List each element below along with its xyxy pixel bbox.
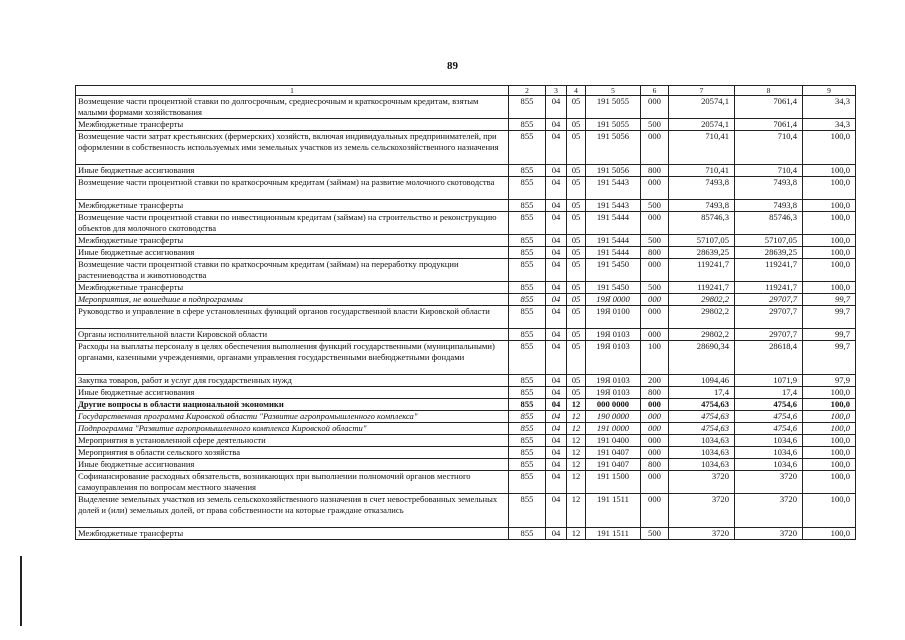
ministry-code-cell: 855 (509, 471, 546, 494)
target-article-cell: 191 5443 (586, 177, 641, 200)
table-row (76, 131, 856, 165)
execution-percent-cell: 100,0 (803, 459, 856, 471)
table-row (76, 282, 856, 294)
ministry-code-cell: 855 (509, 200, 546, 212)
subsection-code-cell: 05 (567, 247, 586, 259)
target-article-cell: 19Я 0103 (586, 329, 641, 341)
table-row (76, 528, 856, 540)
ministry-code-cell: 855 (509, 212, 546, 235)
ministry-code-cell: 855 (509, 387, 546, 399)
execution-percent-cell: 100,0 (803, 399, 856, 411)
table-row (76, 375, 856, 387)
target-article-cell: 191 1511 (586, 494, 641, 528)
expense-type-cell: 500 (641, 119, 669, 131)
column-header: 9 (803, 86, 856, 96)
section-code-cell: 04 (546, 177, 567, 200)
expense-type-cell: 000 (641, 411, 669, 423)
ministry-code-cell: 855 (509, 435, 546, 447)
target-article-cell: 191 5444 (586, 247, 641, 259)
executed-amount-cell: 29707,7 (735, 294, 803, 306)
executed-amount-cell: 17,4 (735, 387, 803, 399)
section-code-cell: 04 (546, 411, 567, 423)
planned-amount-cell: 7493,8 (669, 200, 735, 212)
execution-percent-cell: 34,3 (803, 96, 856, 119)
executed-amount-cell: 3720 (735, 528, 803, 540)
executed-amount-cell: 7061,4 (735, 119, 803, 131)
target-article-cell: 191 5056 (586, 131, 641, 165)
table-row (76, 212, 856, 235)
section-code-cell: 04 (546, 131, 567, 165)
table-row (76, 177, 856, 200)
row-name-cell: Межбюджетные трансферты (76, 200, 509, 212)
table-row (76, 119, 856, 131)
section-code-cell: 04 (546, 528, 567, 540)
executed-amount-cell: 7061,4 (735, 96, 803, 119)
planned-amount-cell: 28639,25 (669, 247, 735, 259)
row-name-cell: Иные бюджетные ассигнования (76, 165, 509, 177)
expense-type-cell: 800 (641, 387, 669, 399)
row-name-cell: Иные бюджетные ассигнования (76, 459, 509, 471)
subsection-code-cell: 05 (567, 177, 586, 200)
ministry-code-cell: 855 (509, 131, 546, 165)
execution-percent-cell: 100,0 (803, 447, 856, 459)
expense-type-cell: 000 (641, 423, 669, 435)
target-article-cell: 191 5450 (586, 282, 641, 294)
executed-amount-cell: 4754,6 (735, 411, 803, 423)
target-article-cell: 191 5444 (586, 235, 641, 247)
table-row (76, 435, 856, 447)
subsection-code-cell: 12 (567, 447, 586, 459)
execution-percent-cell: 100,0 (803, 528, 856, 540)
executed-amount-cell: 4754,6 (735, 423, 803, 435)
executed-amount-cell: 119241,7 (735, 259, 803, 282)
target-article-cell: 191 1500 (586, 471, 641, 494)
execution-percent-cell: 100,0 (803, 200, 856, 212)
table-row (76, 471, 856, 494)
section-code-cell: 04 (546, 119, 567, 131)
ministry-code-cell: 855 (509, 282, 546, 294)
planned-amount-cell: 710,41 (669, 131, 735, 165)
row-name-cell: Межбюджетные трансферты (76, 282, 509, 294)
target-article-cell: 000 0000 (586, 399, 641, 411)
section-code-cell: 04 (546, 329, 567, 341)
row-name-cell: Возмещение части процентной ставки по инвестиционным кредитам (займам) на строительство и реконструкцию объектов для молочного скотоводства (76, 212, 509, 235)
planned-amount-cell: 1094,46 (669, 375, 735, 387)
column-header: 4 (567, 86, 586, 96)
row-name-cell: Возмещение части затрат крестьянских (фермерских) хозяйств, включая индивидуальных предпринимателей, при оформлении в собственность используемых ими земельных участков из земель сельскохозяйственного назначения (76, 131, 509, 165)
row-name-cell: Межбюджетные трансферты (76, 528, 509, 540)
execution-percent-cell: 100,0 (803, 131, 856, 165)
page-number: 89 (447, 60, 458, 72)
row-name-cell: Возмещение части процентной ставки по долгосрочным, среднесрочным и краткосрочным кредитам, взятым малыми формами хозяйствования (76, 96, 509, 119)
row-name-cell: Софинансирование расходных обязательств, возникающих при выполнении полномочий органов местного самоуправления по вопросам местного значения (76, 471, 509, 494)
subsection-code-cell: 05 (567, 131, 586, 165)
execution-percent-cell: 100,0 (803, 282, 856, 294)
expense-type-cell: 000 (641, 96, 669, 119)
section-code-cell: 04 (546, 399, 567, 411)
executed-amount-cell: 85746,3 (735, 212, 803, 235)
subsection-code-cell: 05 (567, 96, 586, 119)
budget-table (75, 85, 856, 540)
expense-type-cell: 000 (641, 435, 669, 447)
expense-type-cell: 500 (641, 235, 669, 247)
table-row (76, 200, 856, 212)
expense-type-cell: 000 (641, 494, 669, 528)
target-article-cell: 191 5444 (586, 212, 641, 235)
table-row (76, 423, 856, 435)
expense-type-cell: 000 (641, 447, 669, 459)
target-article-cell: 191 5443 (586, 200, 641, 212)
planned-amount-cell: 20574,1 (669, 119, 735, 131)
executed-amount-cell: 3720 (735, 471, 803, 494)
section-code-cell: 04 (546, 96, 567, 119)
ministry-code-cell: 855 (509, 165, 546, 177)
section-code-cell: 04 (546, 212, 567, 235)
expense-type-cell: 000 (641, 259, 669, 282)
column-header: 2 (509, 86, 546, 96)
subsection-code-cell: 05 (567, 387, 586, 399)
executed-amount-cell: 119241,7 (735, 282, 803, 294)
planned-amount-cell: 17,4 (669, 387, 735, 399)
planned-amount-cell: 29802,2 (669, 306, 735, 329)
ministry-code-cell: 855 (509, 375, 546, 387)
section-code-cell: 04 (546, 494, 567, 528)
subsection-code-cell: 12 (567, 528, 586, 540)
ministry-code-cell: 855 (509, 494, 546, 528)
target-article-cell: 191 0400 (586, 435, 641, 447)
section-code-cell: 04 (546, 294, 567, 306)
target-article-cell: 191 0407 (586, 459, 641, 471)
section-code-cell: 04 (546, 387, 567, 399)
subsection-code-cell: 05 (567, 306, 586, 329)
row-name-cell: Подпрограмма "Развитие агропромышленного комплекса Кировской области" (76, 423, 509, 435)
table-row (76, 306, 856, 329)
table-row (76, 494, 856, 528)
planned-amount-cell: 1034,63 (669, 459, 735, 471)
target-article-cell: 191 5450 (586, 259, 641, 282)
ministry-code-cell: 855 (509, 119, 546, 131)
planned-amount-cell: 119241,7 (669, 259, 735, 282)
section-code-cell: 04 (546, 247, 567, 259)
executed-amount-cell: 1034,6 (735, 459, 803, 471)
column-header: 6 (641, 86, 669, 96)
row-name-cell: Межбюджетные трансферты (76, 235, 509, 247)
row-name-cell: Выделение земельных участков из земель сельскохозяйственного назначения в счет невостребованных земельных долей и (или) земельных долей, от права собственности на которые граждане отказались (76, 494, 509, 528)
table-row (76, 96, 856, 119)
target-article-cell: 191 0407 (586, 447, 641, 459)
expense-type-cell: 100 (641, 341, 669, 375)
expense-type-cell: 000 (641, 471, 669, 494)
execution-percent-cell: 100,0 (803, 247, 856, 259)
table-row (76, 259, 856, 282)
execution-percent-cell: 100,0 (803, 177, 856, 200)
section-code-cell: 04 (546, 375, 567, 387)
executed-amount-cell: 1071,9 (735, 375, 803, 387)
planned-amount-cell: 3720 (669, 471, 735, 494)
planned-amount-cell: 29802,2 (669, 294, 735, 306)
planned-amount-cell: 4754,63 (669, 411, 735, 423)
ministry-code-cell: 855 (509, 399, 546, 411)
planned-amount-cell: 3720 (669, 528, 735, 540)
expense-type-cell: 000 (641, 294, 669, 306)
subsection-code-cell: 05 (567, 341, 586, 375)
planned-amount-cell: 1034,63 (669, 435, 735, 447)
section-code-cell: 04 (546, 341, 567, 375)
target-article-cell: 191 5056 (586, 165, 641, 177)
target-article-cell: 191 0000 (586, 423, 641, 435)
subsection-code-cell: 05 (567, 119, 586, 131)
section-code-cell: 04 (546, 282, 567, 294)
table-row (76, 329, 856, 341)
subsection-code-cell: 05 (567, 165, 586, 177)
table-row (76, 447, 856, 459)
target-article-cell: 19Я 0103 (586, 341, 641, 375)
planned-amount-cell: 29802,2 (669, 329, 735, 341)
row-name-cell: Возмещение части процентной ставки по краткосрочным кредитам (займам) на переработку продукции растениеводства и животноводства (76, 259, 509, 282)
planned-amount-cell: 57107,05 (669, 235, 735, 247)
subsection-code-cell: 12 (567, 399, 586, 411)
row-name-cell: Государственная программа Кировской области "Развитие агропромышленного комплекса" (76, 411, 509, 423)
ministry-code-cell: 855 (509, 294, 546, 306)
executed-amount-cell: 710,4 (735, 165, 803, 177)
section-code-cell: 04 (546, 459, 567, 471)
subsection-code-cell: 05 (567, 235, 586, 247)
ministry-code-cell: 855 (509, 306, 546, 329)
section-code-cell: 04 (546, 235, 567, 247)
row-name-cell: Руководство и управление в сфере установленных функций органов государственной власти Кировской области (76, 306, 509, 329)
ministry-code-cell: 855 (509, 411, 546, 423)
column-header: 3 (546, 86, 567, 96)
subsection-code-cell: 05 (567, 212, 586, 235)
expense-type-cell: 500 (641, 282, 669, 294)
expense-type-cell: 000 (641, 329, 669, 341)
table-row (76, 165, 856, 177)
execution-percent-cell: 100,0 (803, 235, 856, 247)
subsection-code-cell: 05 (567, 200, 586, 212)
subsection-code-cell: 12 (567, 471, 586, 494)
column-header: 1 (76, 86, 509, 96)
subsection-code-cell: 05 (567, 375, 586, 387)
execution-percent-cell: 100,0 (803, 411, 856, 423)
expense-type-cell: 000 (641, 177, 669, 200)
execution-percent-cell: 100,0 (803, 387, 856, 399)
subsection-code-cell: 05 (567, 294, 586, 306)
ministry-code-cell: 855 (509, 259, 546, 282)
section-code-cell: 04 (546, 423, 567, 435)
execution-percent-cell: 99,7 (803, 329, 856, 341)
table-row (76, 341, 856, 375)
subsection-code-cell: 12 (567, 494, 586, 528)
executed-amount-cell: 7493,8 (735, 200, 803, 212)
ministry-code-cell: 855 (509, 423, 546, 435)
execution-percent-cell: 100,0 (803, 435, 856, 447)
executed-amount-cell: 4754,6 (735, 399, 803, 411)
executed-amount-cell: 7493,8 (735, 177, 803, 200)
execution-percent-cell: 100,0 (803, 494, 856, 528)
ministry-code-cell: 855 (509, 329, 546, 341)
table-row (76, 294, 856, 306)
executed-amount-cell: 710,4 (735, 131, 803, 165)
planned-amount-cell: 7493,8 (669, 177, 735, 200)
section-code-cell: 04 (546, 435, 567, 447)
expense-type-cell: 000 (641, 212, 669, 235)
row-name-cell: Возмещение части процентной ставки по краткосрочным кредитам (займам) на развитие молочного скотоводства (76, 177, 509, 200)
target-article-cell: 19Я 0000 (586, 294, 641, 306)
executed-amount-cell: 3720 (735, 494, 803, 528)
ministry-code-cell: 855 (509, 247, 546, 259)
ministry-code-cell: 855 (509, 341, 546, 375)
expense-type-cell: 800 (641, 247, 669, 259)
section-code-cell: 04 (546, 306, 567, 329)
planned-amount-cell: 28690,34 (669, 341, 735, 375)
section-code-cell: 04 (546, 471, 567, 494)
row-name-cell: Межбюджетные трансферты (76, 119, 509, 131)
target-article-cell: 190 0000 (586, 411, 641, 423)
row-name-cell: Органы исполнительной власти Кировской области (76, 329, 509, 341)
execution-percent-cell: 34,3 (803, 119, 856, 131)
planned-amount-cell: 710,41 (669, 165, 735, 177)
planned-amount-cell: 4754,63 (669, 423, 735, 435)
ministry-code-cell: 855 (509, 459, 546, 471)
section-code-cell: 04 (546, 165, 567, 177)
execution-percent-cell: 100,0 (803, 423, 856, 435)
executed-amount-cell: 1034,6 (735, 435, 803, 447)
target-article-cell: 191 5055 (586, 96, 641, 119)
subsection-code-cell: 12 (567, 423, 586, 435)
row-name-cell: Иные бюджетные ассигнования (76, 387, 509, 399)
executed-amount-cell: 28639,25 (735, 247, 803, 259)
planned-amount-cell: 20574,1 (669, 96, 735, 119)
ministry-code-cell: 855 (509, 447, 546, 459)
subsection-code-cell: 05 (567, 282, 586, 294)
execution-percent-cell: 99,7 (803, 341, 856, 375)
execution-percent-cell: 100,0 (803, 165, 856, 177)
execution-percent-cell: 100,0 (803, 212, 856, 235)
subsection-code-cell: 05 (567, 329, 586, 341)
expense-type-cell: 000 (641, 399, 669, 411)
row-name-cell: Мероприятия в установленной сфере деятельности (76, 435, 509, 447)
target-article-cell: 19Я 0103 (586, 375, 641, 387)
table-row (76, 411, 856, 423)
subsection-code-cell: 12 (567, 459, 586, 471)
expense-type-cell: 800 (641, 165, 669, 177)
executed-amount-cell: 29707,7 (735, 329, 803, 341)
ministry-code-cell: 855 (509, 96, 546, 119)
target-article-cell: 19Я 0100 (586, 306, 641, 329)
margin-mark (20, 556, 22, 626)
expense-type-cell: 000 (641, 306, 669, 329)
table-row (76, 459, 856, 471)
row-name-cell: Иные бюджетные ассигнования (76, 247, 509, 259)
planned-amount-cell: 1034,63 (669, 447, 735, 459)
section-code-cell: 04 (546, 259, 567, 282)
expense-type-cell: 500 (641, 528, 669, 540)
expense-type-cell: 000 (641, 131, 669, 165)
section-code-cell: 04 (546, 447, 567, 459)
section-code-cell: 04 (546, 200, 567, 212)
table-row (76, 399, 856, 411)
ministry-code-cell: 855 (509, 528, 546, 540)
execution-percent-cell: 100,0 (803, 259, 856, 282)
expense-type-cell: 800 (641, 459, 669, 471)
target-article-cell: 191 1511 (586, 528, 641, 540)
execution-percent-cell: 99,7 (803, 306, 856, 329)
planned-amount-cell: 85746,3 (669, 212, 735, 235)
planned-amount-cell: 4754,63 (669, 399, 735, 411)
expense-type-cell: 500 (641, 200, 669, 212)
table-row (76, 387, 856, 399)
executed-amount-cell: 57107,05 (735, 235, 803, 247)
executed-amount-cell: 1034,6 (735, 447, 803, 459)
column-header: 5 (586, 86, 641, 96)
expense-type-cell: 200 (641, 375, 669, 387)
subsection-code-cell: 12 (567, 411, 586, 423)
row-name-cell: Другие вопросы в области национальной экономики (76, 399, 509, 411)
execution-percent-cell: 97,9 (803, 375, 856, 387)
executed-amount-cell: 29707,7 (735, 306, 803, 329)
budget-table-body (76, 96, 856, 540)
table-row (76, 235, 856, 247)
column-header: 7 (669, 86, 735, 96)
ministry-code-cell: 855 (509, 235, 546, 247)
executed-amount-cell: 28618,4 (735, 341, 803, 375)
execution-percent-cell: 99,7 (803, 294, 856, 306)
column-number-row (76, 86, 856, 96)
subsection-code-cell: 12 (567, 435, 586, 447)
row-name-cell: Мероприятия в области сельского хозяйства (76, 447, 509, 459)
planned-amount-cell: 119241,7 (669, 282, 735, 294)
execution-percent-cell: 100,0 (803, 471, 856, 494)
subsection-code-cell: 05 (567, 259, 586, 282)
planned-amount-cell: 3720 (669, 494, 735, 528)
table-row (76, 247, 856, 259)
target-article-cell: 19Я 0103 (586, 387, 641, 399)
row-name-cell: Мероприятия, не вошедшие в подпрограммы (76, 294, 509, 306)
target-article-cell: 191 5055 (586, 119, 641, 131)
row-name-cell: Закупка товаров, работ и услуг для государственных нужд (76, 375, 509, 387)
column-header: 8 (735, 86, 803, 96)
ministry-code-cell: 855 (509, 177, 546, 200)
row-name-cell: Расходы на выплаты персоналу в целях обеспечения выполнения функций государственными (муниципальными) органами, казенными учреждениями, органами управления государственными внебюджетными фондами (76, 341, 509, 375)
